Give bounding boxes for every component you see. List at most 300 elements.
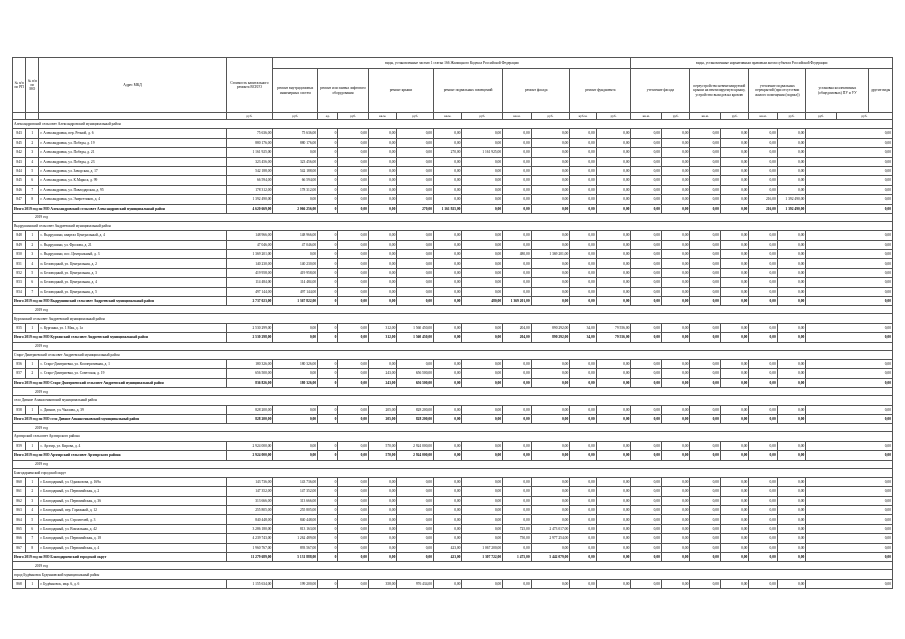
table-cell: 813 163,00 [273,524,318,533]
table-cell: 66 594,00 [273,176,318,185]
municipality-name: Арзгирский сельсовет Арзгирского района [13,432,893,441]
table-cell: 0,00 [503,148,531,157]
table-body [13,120,893,589]
table-cell: 0,00 [368,231,396,240]
table-cell: 0,00 [338,176,369,185]
total-cell: 2 530 298,00 [226,333,273,342]
table-cell: 850 [13,250,26,259]
total-cell: 1 560 450,00 [397,333,434,342]
table-cell: 0,00 [338,148,369,157]
table-cell: 1 369 201,00 [226,250,273,259]
table-cell: 0,00 [777,250,805,259]
table-cell: 0,00 [434,250,462,259]
table-cell: 0,00 [596,148,631,157]
table-cell: 0,00 [503,240,531,249]
table-cell: 570,00 [368,441,396,450]
header-insulation: утепление фасада [631,69,690,113]
table-cell: 0,00 [777,506,805,515]
total-cell: 1 307 722,00 [462,553,503,562]
table-cell: 0,00 [720,166,748,175]
table-cell: 0,00 [397,496,434,505]
table-cell: 0,00 [777,359,805,368]
table-cell: 858 [13,405,26,414]
total-cell: 0,00 [462,451,503,460]
total-cell: 0,00 [338,297,369,306]
table-cell: 0,00 [777,405,805,414]
table-cell: 148 966,00 [273,231,318,240]
year-label: 2019 год [13,388,893,396]
unit-cell: ед. [318,113,338,120]
address-cell: г. Благодарный, ул. Первомайская, д. 18 [39,534,226,543]
table-cell: 0,00 [661,405,689,414]
year-label: 2019 год [13,342,893,350]
table-cell: 0,00 [338,259,369,268]
table-cell: 1 369 201,00 [531,250,570,259]
table-cell: 0,00 [806,515,893,524]
table-cell: 0,00 [690,185,721,194]
total-cell: 0,00 [690,414,721,423]
table-cell: 180 326,00 [226,359,273,368]
address-cell: г. Александровка, ул. Энергетиков, д. 4 [39,195,226,204]
table-cell: 880 176,00 [273,138,318,147]
table-cell: 0,00 [596,250,631,259]
table-cell: 0,00 [570,506,596,515]
table-cell: 1 [26,579,39,588]
total-cell: 0,00 [570,553,596,562]
table-cell: 1 [26,359,39,368]
total-cell: 0,00 [570,451,596,460]
table-cell: 0,00 [631,524,662,533]
table-cell: 243,00 [368,369,396,378]
total-cell: 0,00 [661,414,689,423]
table-cell: 0,00 [749,369,777,378]
table-cell: 0,00 [531,268,570,277]
total-cell: 0,00 [531,451,570,460]
table-cell: 0,00 [531,487,570,496]
total-cell: 5 131 888,00 [273,553,318,562]
table-cell: 0,00 [690,129,721,138]
municipality-row [13,314,893,323]
table-cell: 0,00 [749,129,777,138]
table-cell: 0,00 [397,534,434,543]
table-cell: 0 [318,524,338,533]
header-engineering: ремонт внутридомовых инженерных систем [273,69,318,113]
total-cell: 0,00 [777,378,805,387]
table-cell: 0,00 [806,185,893,194]
header-group-left: виды, установленные частью 1 статьи 166 Жилищного Кодекса Российской Федерации [273,58,631,69]
table-cell: 0,00 [749,138,777,147]
table-cell: 3 [26,496,39,505]
table-cell: 1 161 925,00 [226,148,273,157]
unit-cell: руб. [661,113,689,120]
table-cell: 2 [26,487,39,496]
municipality-row [13,570,893,579]
table-cell: 0,00 [631,579,662,588]
unit-cell: руб. [806,113,837,120]
table-cell: 0,00 [503,477,531,486]
table-cell: 0,00 [596,543,631,552]
table-cell: 0,00 [777,240,805,249]
table-cell: 0,00 [596,359,631,368]
municipality-name: Благодарненский городской округ [13,468,893,477]
table-cell: 0,00 [368,157,396,166]
table-cell: 2 [26,369,39,378]
total-cell: 0,00 [338,204,369,213]
table-cell: 0,00 [661,477,689,486]
table-cell: 852 [13,268,26,277]
table-cell: 0,00 [434,323,462,332]
total-cell: 0,00 [777,414,805,423]
total-cell: 0,00 [749,451,777,460]
table-cell: 0,00 [720,487,748,496]
table-cell: 323 456,00 [273,157,318,166]
table-row [13,524,893,533]
total-cell: 0,00 [596,414,631,423]
table-cell: 0,00 [806,148,893,157]
table-cell: 0,00 [596,268,631,277]
total-cell: 0,00 [368,204,396,213]
total-cell: 2 737 023,00 [226,297,273,306]
table-cell: 0,00 [434,166,462,175]
table-cell: 0,00 [368,515,396,524]
table-cell: 0,00 [368,176,396,185]
table-cell: 0,00 [338,157,369,166]
table-cell: 1 067 200,00 [462,543,503,552]
table-cell: 0 [318,240,338,249]
table-cell: 0,00 [661,278,689,287]
table-cell: 323 456,00 [226,157,273,166]
table-cell: 199 200,00 [273,579,318,588]
total-cell: 0,00 [368,553,396,562]
table-cell: 0,00 [806,287,893,296]
total-cell: 0,00 [531,204,570,213]
table-cell: 859 [13,441,26,450]
table-cell: 1 [26,477,39,486]
total-cell: 0,00 [434,333,462,342]
table-cell: 0,00 [720,534,748,543]
total-row [13,378,893,387]
year-row [13,306,893,314]
table-cell: 0,00 [806,369,893,378]
table-cell: 0,00 [749,543,777,552]
table-cell: 4 239 743,00 [226,534,273,543]
table-cell: 0,00 [749,157,777,166]
table-cell: 7 [26,185,39,194]
total-cell: 0,00 [434,297,462,306]
table-cell: 853 [13,278,26,287]
address-cell: г. Благодарный, ул. Первомайская, д. 36 [39,496,226,505]
address-cell: с. Старо-Дмитриевка, ул. Советская, д. 19 [39,369,226,378]
table-cell: 1 560 450,00 [397,323,434,332]
table-cell: 542 188,00 [273,166,318,175]
table-cell: 0,00 [338,477,369,486]
table-cell: 0,00 [806,195,893,204]
total-cell: 0,00 [503,414,531,423]
table-cell: 0,00 [777,524,805,533]
total-cell: 1 392 490,00 [777,204,805,213]
table-cell: 0,00 [806,231,893,240]
table-cell: 0,00 [690,138,721,147]
table-cell: 0,00 [570,579,596,588]
table-cell: 0 [318,157,338,166]
table-row [13,240,893,249]
table-cell: 0,00 [720,323,748,332]
header-meters: установка коллективных (общедомовых) ПУ и УУ [806,69,869,113]
total-cell: 0,00 [596,451,631,460]
table-cell: 0,00 [720,259,748,268]
table-cell: 0,00 [503,496,531,505]
table-cell: 0,00 [690,323,721,332]
table-cell: 2 530 299,00 [226,323,273,332]
table-cell: 0,00 [720,524,748,533]
table-cell: 0,00 [806,157,893,166]
table-cell: 0,00 [434,579,462,588]
table-cell: 0,00 [503,287,531,296]
table-cell: 0,00 [462,129,503,138]
table-cell: 0,00 [462,369,503,378]
total-cell: 0,00 [690,553,721,562]
table-cell: 0,00 [777,138,805,147]
total-cell: 0,00 [720,414,748,423]
table-cell: 0,00 [749,441,777,450]
table-cell: 0,00 [749,487,777,496]
year-row [13,213,893,221]
table-cell: 0,00 [596,231,631,240]
table-cell: 4 [26,506,39,515]
address-cell: г. Благодарный, ул. Вокзальная, д. 42 [39,524,226,533]
table-cell: 0,00 [531,405,570,414]
table-cell: 0,00 [531,287,570,296]
address-cell: п. Беловодный, ул. Центральная, д. 5 [39,287,226,296]
table-cell: 0,00 [631,278,662,287]
total-cell: 0,00 [338,553,369,562]
table-cell: 205,00 [368,405,396,414]
table-cell: 6 [26,278,39,287]
table-cell: 0,00 [273,405,318,414]
table-cell: 0,00 [631,543,662,552]
header-address: Адрес МКД [39,58,226,113]
header-num-region: № п/п по РП [13,58,26,113]
table-cell: 47 046,00 [226,240,273,249]
table-row [13,543,893,552]
table-cell: 0 [318,148,338,157]
table-cell: 0,00 [397,268,434,277]
table-cell: 0,00 [690,259,721,268]
table-cell: 419 958,00 [226,268,273,277]
table-cell: 0,00 [749,176,777,185]
total-cell: 1 367 822,00 [273,297,318,306]
table-cell: 0,00 [631,176,662,185]
table-cell: 0,00 [631,250,662,259]
unit-cell: руб. [836,113,892,120]
table-cell: 0,00 [631,268,662,277]
table-cell: 1 392 490,00 [226,195,273,204]
table-cell: 0,00 [777,534,805,543]
total-cell: 11 279 689,00 [226,553,273,562]
table-cell: 0,00 [806,176,893,185]
total-cell: 0,00 [777,333,805,342]
unit-cell: куб.м. [570,113,596,120]
year-row [13,342,893,350]
table-cell: 0,00 [462,195,503,204]
header-other: другие виды [869,69,893,113]
table-cell: 0,00 [462,138,503,147]
total-cell: 0,00 [661,333,689,342]
table-cell: 497 144,00 [226,287,273,296]
table-cell: 0,00 [631,195,662,204]
table-cell: 0,00 [338,506,369,515]
table-cell: 0,00 [661,579,689,588]
table-cell: 0,00 [368,259,396,268]
table-cell: 0,00 [273,369,318,378]
table-cell: 828 200,00 [397,405,434,414]
table-cell: 0,00 [368,359,396,368]
total-cell: 270,00 [397,204,434,213]
unit-cell: руб. [531,113,570,120]
table-cell: 0,00 [690,524,721,533]
table-row [13,323,893,332]
table-cell: 3 [26,148,39,157]
table-cell: 0,00 [531,176,570,185]
table-cell: 0,00 [631,496,662,505]
table-cell: 216,00 [749,195,777,204]
table-cell: 0,00 [570,543,596,552]
address-cell: г. Благодарный, ул. Первомайская, д. 4 [39,543,226,552]
table-cell: 0,00 [631,534,662,543]
table-cell: 0,00 [503,506,531,515]
table-cell: 860 [13,477,26,486]
municipality-name: Курганский сельсовет Андреевский муниципальный район [13,314,893,323]
total-cell: 0,00 [338,414,369,423]
total-label: Итого 2019 год по МО Выдрушинский сельсовет Андреевский муниципальный район [13,297,227,306]
table-cell: 0,00 [720,515,748,524]
address-cell: г. Александровка, ул. К.Маркса, д. 99 [39,176,226,185]
table-cell: 0,00 [661,240,689,249]
table-cell: 0,00 [462,534,503,543]
table-cell: 0,00 [690,195,721,204]
table-cell: 0,00 [631,148,662,157]
table-cell: 0,00 [631,405,662,414]
total-cell: 180 326,00 [273,378,318,387]
table-row [13,166,893,175]
table-cell: 0,00 [434,441,462,450]
table-cell: 0,00 [749,477,777,486]
table-cell: 0,00 [596,496,631,505]
table-cell: 0,00 [806,441,893,450]
table-cell: 0,00 [631,287,662,296]
table-cell: 75 636,00 [226,129,273,138]
table-cell: 846 [13,185,26,194]
table-cell: 6 [26,176,39,185]
table-cell: 0 [318,259,338,268]
total-cell: 0,00 [596,553,631,562]
table-cell: 0,00 [720,129,748,138]
total-label: Итого 2019 год по МО Благодарненский городской округ [13,553,227,562]
table-cell: 0,00 [749,166,777,175]
table-cell: 0,00 [661,259,689,268]
table-cell: 0,00 [434,176,462,185]
table-cell: 0,00 [338,441,369,450]
table-cell: 0,00 [434,240,462,249]
table-cell: 0,00 [570,250,596,259]
table-cell: 0,00 [749,240,777,249]
table-cell: 976 434,00 [397,579,434,588]
municipality-row [13,350,893,359]
table-cell: 0,00 [690,176,721,185]
table-cell: 0,00 [806,524,893,533]
table-cell: 0,00 [434,278,462,287]
table-cell: 0,00 [273,323,318,332]
total-cell: 0,00 [777,297,805,306]
table-cell: 2 924 000,00 [397,441,434,450]
table-cell: 0,00 [690,268,721,277]
table-cell: 0,00 [462,250,503,259]
unit-cell: кв.м. [631,113,662,120]
municipality-name: город Будённовск Буденновский муниципальный район [13,570,893,579]
total-cell: 0,00 [631,297,662,306]
address-cell: г. Будённовск, мкр. 6, д. 6 [39,579,226,588]
total-cell: 0,00 [690,333,721,342]
table-cell: 0,00 [690,405,721,414]
table-cell: 0,00 [749,259,777,268]
address-cell: с. Выдрушино, пос. Центральный, д. 3 [39,250,226,259]
table-cell: 0,00 [368,250,396,259]
total-cell: 0,00 [570,204,596,213]
table-row [13,268,893,277]
total-row [13,297,893,306]
table-cell: 0,00 [338,534,369,543]
total-cell: 0,00 [720,378,748,387]
municipality-name: Александровский сельсовет Александровский муниципальный район [13,120,893,129]
table-cell: 0,00 [749,250,777,259]
total-cell: 216,00 [749,204,777,213]
table-cell: 1 262 489,00 [273,534,318,543]
year-label: 2019 год [13,424,893,432]
table-row [13,369,893,378]
table-cell: 0,00 [531,231,570,240]
table-cell: 0,00 [596,176,631,185]
table-cell: 0,00 [631,129,662,138]
total-cell: 0,00 [570,378,596,387]
table-cell: 0,00 [777,268,805,277]
table-cell: 0,00 [570,157,596,166]
table-cell: 0,00 [434,515,462,524]
total-cell: 0,00 [631,204,662,213]
table-cell: 0,00 [531,278,570,287]
table-cell: 0,00 [596,278,631,287]
unit-cell: руб. [338,113,369,120]
table-cell: 0,00 [397,166,434,175]
table-cell: 0,00 [749,185,777,194]
table-cell: 4 [26,259,39,268]
table-cell: 0,00 [806,240,893,249]
table-cell: 0,00 [690,166,721,175]
total-cell: 0,00 [462,204,503,213]
table-header [13,58,893,120]
table-row [13,250,893,259]
table-cell: 0 [318,487,338,496]
table-cell: 312,00 [368,323,396,332]
address-cell: с. Курганка, ул. 1 Мая, д. 1а [39,323,226,332]
table-cell: 0,00 [720,231,748,240]
table-row [13,487,893,496]
year-label: 2019 год [13,460,893,468]
municipality-name: село Дивное Апанасенковский муниципальный район [13,396,893,405]
header-drainage: переустройство невентилируемой крыши на вентилируемую крышу, устройство выходов на кровлю [690,69,749,113]
table-cell: 0,00 [570,195,596,204]
table-cell: 849 [13,240,26,249]
table-cell: 0,00 [661,369,689,378]
